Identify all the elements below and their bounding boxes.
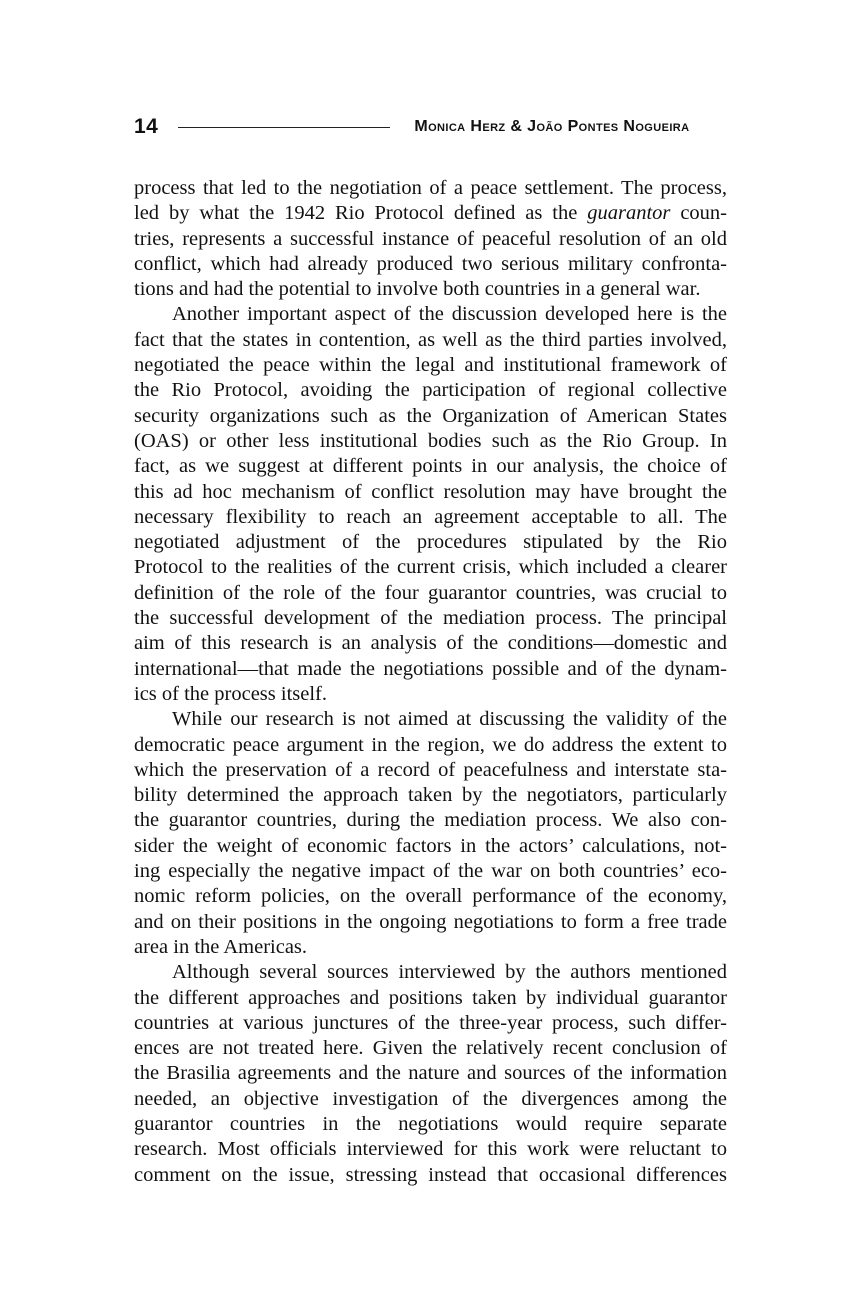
text-line: negotiated the peace within the legal and institutional framework of (134, 354, 727, 377)
text-line: Although several sources interviewed by the authors mentioned (172, 961, 727, 984)
text-line: While our research is not aimed at discussing the validity of the (172, 708, 727, 731)
text-line: international—that made the negotiations possible and of the dynam- (134, 657, 727, 680)
running-head (134, 112, 727, 142)
text-line: sider the weight of economic factors in the actors’ calculations, not- (134, 834, 727, 857)
text-line: this ad hoc mechanism of conflict resolution may have brought the (134, 480, 727, 503)
body-text (134, 176, 727, 1188)
paragraph-1 (134, 176, 727, 302)
text-line: the successful development of the mediation process. The principal (134, 607, 727, 630)
text-line: Another important aspect of the discussion developed here is the (172, 303, 727, 326)
text-line: aim of this research is an analysis of the conditions—domestic and (134, 632, 727, 655)
text-line: democratic peace argument in the region, we do address the extent to (134, 733, 727, 756)
text-line: led by what the 1942 Rio Protocol defined as the guarantor coun- (134, 202, 727, 225)
text-line: guarantor countries in the negotiations would require separate (134, 1112, 727, 1135)
text-line: security organizations such as the Organization of American States (134, 404, 727, 427)
running-head-authors: Monica Herz & João Pontes Nogueira (414, 118, 690, 135)
header-rule (178, 127, 390, 128)
text-line: tries, represents a successful instance of peaceful resolution of an old (134, 227, 727, 250)
text-line: nomic reform policies, on the overall performance of the economy, (134, 885, 727, 908)
text-line: conflict, which had already produced two serious military confronta- (134, 252, 727, 275)
text-line: the Rio Protocol, avoiding the participation of regional collective (134, 379, 727, 402)
text-line: Protocol to the realities of the current crisis, which included a clearer (134, 556, 727, 579)
text-line: (OAS) or other less institutional bodies such as the Rio Group. In (134, 429, 727, 452)
text-line: ences are not treated here. Given the relatively recent conclusion of (134, 1037, 727, 1060)
text-line: fact, as we suggest at different points in our analysis, the choice of (134, 455, 727, 478)
text-line: comment on the issue, stressing instead that occasional differences (134, 1163, 727, 1186)
text-line: fact that the states in contention, as well as the third parties involved, (134, 328, 727, 351)
text-line: which the preservation of a record of peacefulness and interstate sta- (134, 758, 727, 781)
text-line: the Brasilia agreements and the nature and sources of the information (134, 1062, 727, 1085)
text-line: research. Most officials interviewed for this work were reluctant to (134, 1138, 727, 1161)
text-line: countries at various junctures of the three-year process, such differ- (134, 1011, 727, 1034)
paragraph-4 (134, 960, 727, 1188)
text-line: necessary flexibility to reach an agreement acceptable to all. The (134, 505, 727, 528)
text-line: bility determined the approach taken by the negotiators, particularly (134, 784, 727, 807)
text-line: ics of the process itself. (134, 682, 327, 705)
text-line: definition of the role of the four guarantor countries, was crucial to (134, 581, 727, 604)
text-line: the guarantor countries, during the mediation process. We also con- (134, 809, 727, 832)
paragraph-2 (134, 302, 727, 707)
text-line: process that led to the negotiation of a peace settlement. The process, (134, 177, 727, 199)
text-line: needed, an objective investigation of the divergences among the (134, 1087, 727, 1110)
text-line: area in the Americas. (134, 935, 308, 958)
text-line: and on their positions in the ongoing negotiations to form a free trade (134, 910, 727, 933)
text-line: ing especially the negative impact of the war on both countries’ eco- (134, 860, 727, 883)
page-number: 14 (134, 115, 159, 138)
paragraph-3 (134, 707, 727, 960)
text-line: negotiated adjustment of the procedures stipulated by the Rio (134, 531, 727, 554)
text-line: tions and had the potential to involve both countries in a general war. (134, 278, 701, 301)
text-line: the different approaches and positions taken by individual guarantor (134, 986, 727, 1009)
